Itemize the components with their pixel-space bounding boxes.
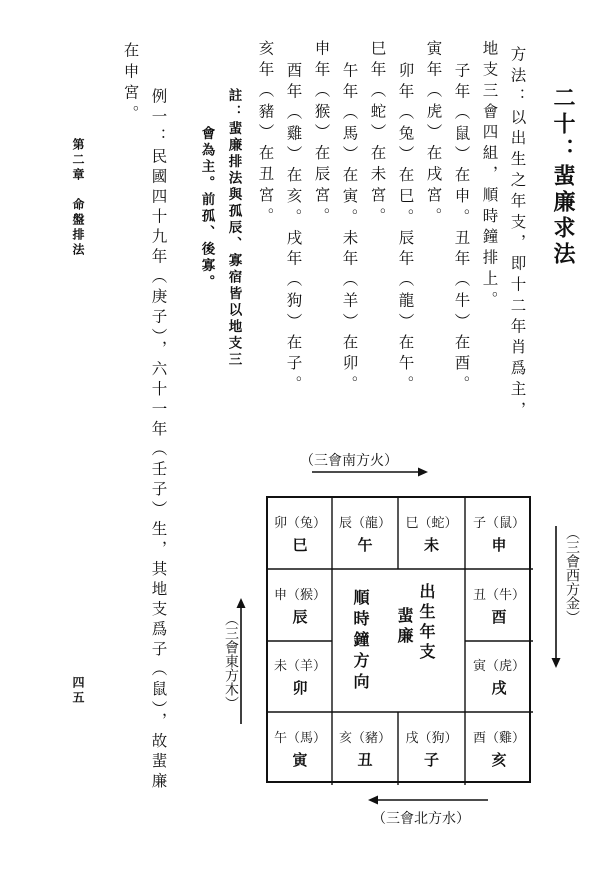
cell-palace: 巳 <box>292 536 308 554</box>
label-east-wood: （三會東方木） <box>223 612 239 710</box>
cell-year: 亥（豬） <box>338 731 391 746</box>
chapter-label: 第二章 命盤排法 <box>71 138 85 258</box>
cell-shen <box>268 569 332 641</box>
method-line-3: 子年（鼠）在申。丑年（牛）在酉。 <box>452 62 471 397</box>
cell-zi <box>465 498 533 569</box>
cell-palace: 申 <box>491 536 507 554</box>
example-line-1: 例一：民國四十九年（庚子），六十一年（壬子）生，其地支爲子（鼠），故蜚廉 <box>149 88 168 793</box>
cell-year: 丑（牛） <box>472 587 525 603</box>
cell-year: 卯（兔） <box>273 516 326 531</box>
cell-year: 未（羊） <box>273 659 326 674</box>
example-line-2: 在申宮。 <box>121 42 140 126</box>
cell-palace: 丑 <box>357 751 373 769</box>
cell-palace: 未 <box>423 536 439 554</box>
center-clockwise: 順時鐘方向 <box>351 589 370 694</box>
cell-year: 酉（雞） <box>472 731 525 746</box>
cell-chou <box>465 569 533 641</box>
cell-palace: 卯 <box>292 679 308 697</box>
cell-year: 寅（虎） <box>472 659 525 674</box>
cell-palace: 子 <box>423 751 439 769</box>
method-line-8: 申年（猴）在辰宮。 <box>312 40 331 229</box>
cell-palace: 辰 <box>292 607 308 626</box>
label-north-water: （三會北方水） <box>372 811 470 827</box>
cell-year: 午（馬） <box>273 731 326 746</box>
method-line-4: 寅年（虎）在戌宮。 <box>424 40 443 229</box>
cell-xu <box>398 712 465 785</box>
method-line-1: 方法：以出生之年支，即十二年肖爲主， <box>508 46 527 423</box>
cell-year: 申（猴） <box>273 587 326 603</box>
method-line-2: 地支三會四組，順時鐘排上。 <box>480 40 499 312</box>
cell-wu <box>268 712 332 785</box>
cell-year: 戌（狗） <box>405 731 458 746</box>
fei-lian-diagram <box>266 496 531 783</box>
diagram-center <box>332 569 465 712</box>
cell-you <box>465 712 533 785</box>
cell-palace: 酉 <box>491 607 507 626</box>
page-title: 二十：蜚廉求法 <box>550 86 576 268</box>
note-line-1: 註：蜚廉排法與孤辰、寡宿皆以地支三 <box>225 88 242 369</box>
method-line-6: 巳年（蛇）在未宮。 <box>368 40 387 229</box>
cell-year: 子（鼠） <box>472 516 525 531</box>
cell-year: 巳（蛇） <box>405 516 458 531</box>
note-line-2: 會為主。前孤、後寡。 <box>198 126 215 291</box>
label-south-fire: （三會南方火） <box>300 453 398 469</box>
method-line-9: 酉年（雞）在亥。戌年（狗）在子。 <box>284 62 303 397</box>
label-west-metal: （三會西方金） <box>564 526 580 624</box>
cell-palace: 寅 <box>292 751 308 769</box>
cell-yin <box>465 641 533 712</box>
cell-hai <box>332 712 398 785</box>
center-fei-lian: 蜚廉 <box>395 607 414 647</box>
cell-mao <box>268 498 332 569</box>
method-line-7: 午年（馬）在寅。未年（羊）在卯。 <box>340 62 359 397</box>
cell-palace: 午 <box>357 536 373 554</box>
cell-palace: 亥 <box>491 751 507 769</box>
method-line-5: 卯年（兔）在巳。辰年（龍）在午。 <box>396 62 415 397</box>
cell-chen <box>332 498 398 569</box>
center-birth-year: 出生年支 <box>417 583 436 663</box>
cell-si <box>398 498 465 569</box>
cell-palace: 戌 <box>491 679 507 697</box>
method-line-10: 亥年（豬）在丑宮。 <box>256 40 275 229</box>
cell-year: 辰（龍） <box>338 516 391 531</box>
page-number: 四五 <box>71 676 85 706</box>
cell-wei <box>268 641 332 712</box>
